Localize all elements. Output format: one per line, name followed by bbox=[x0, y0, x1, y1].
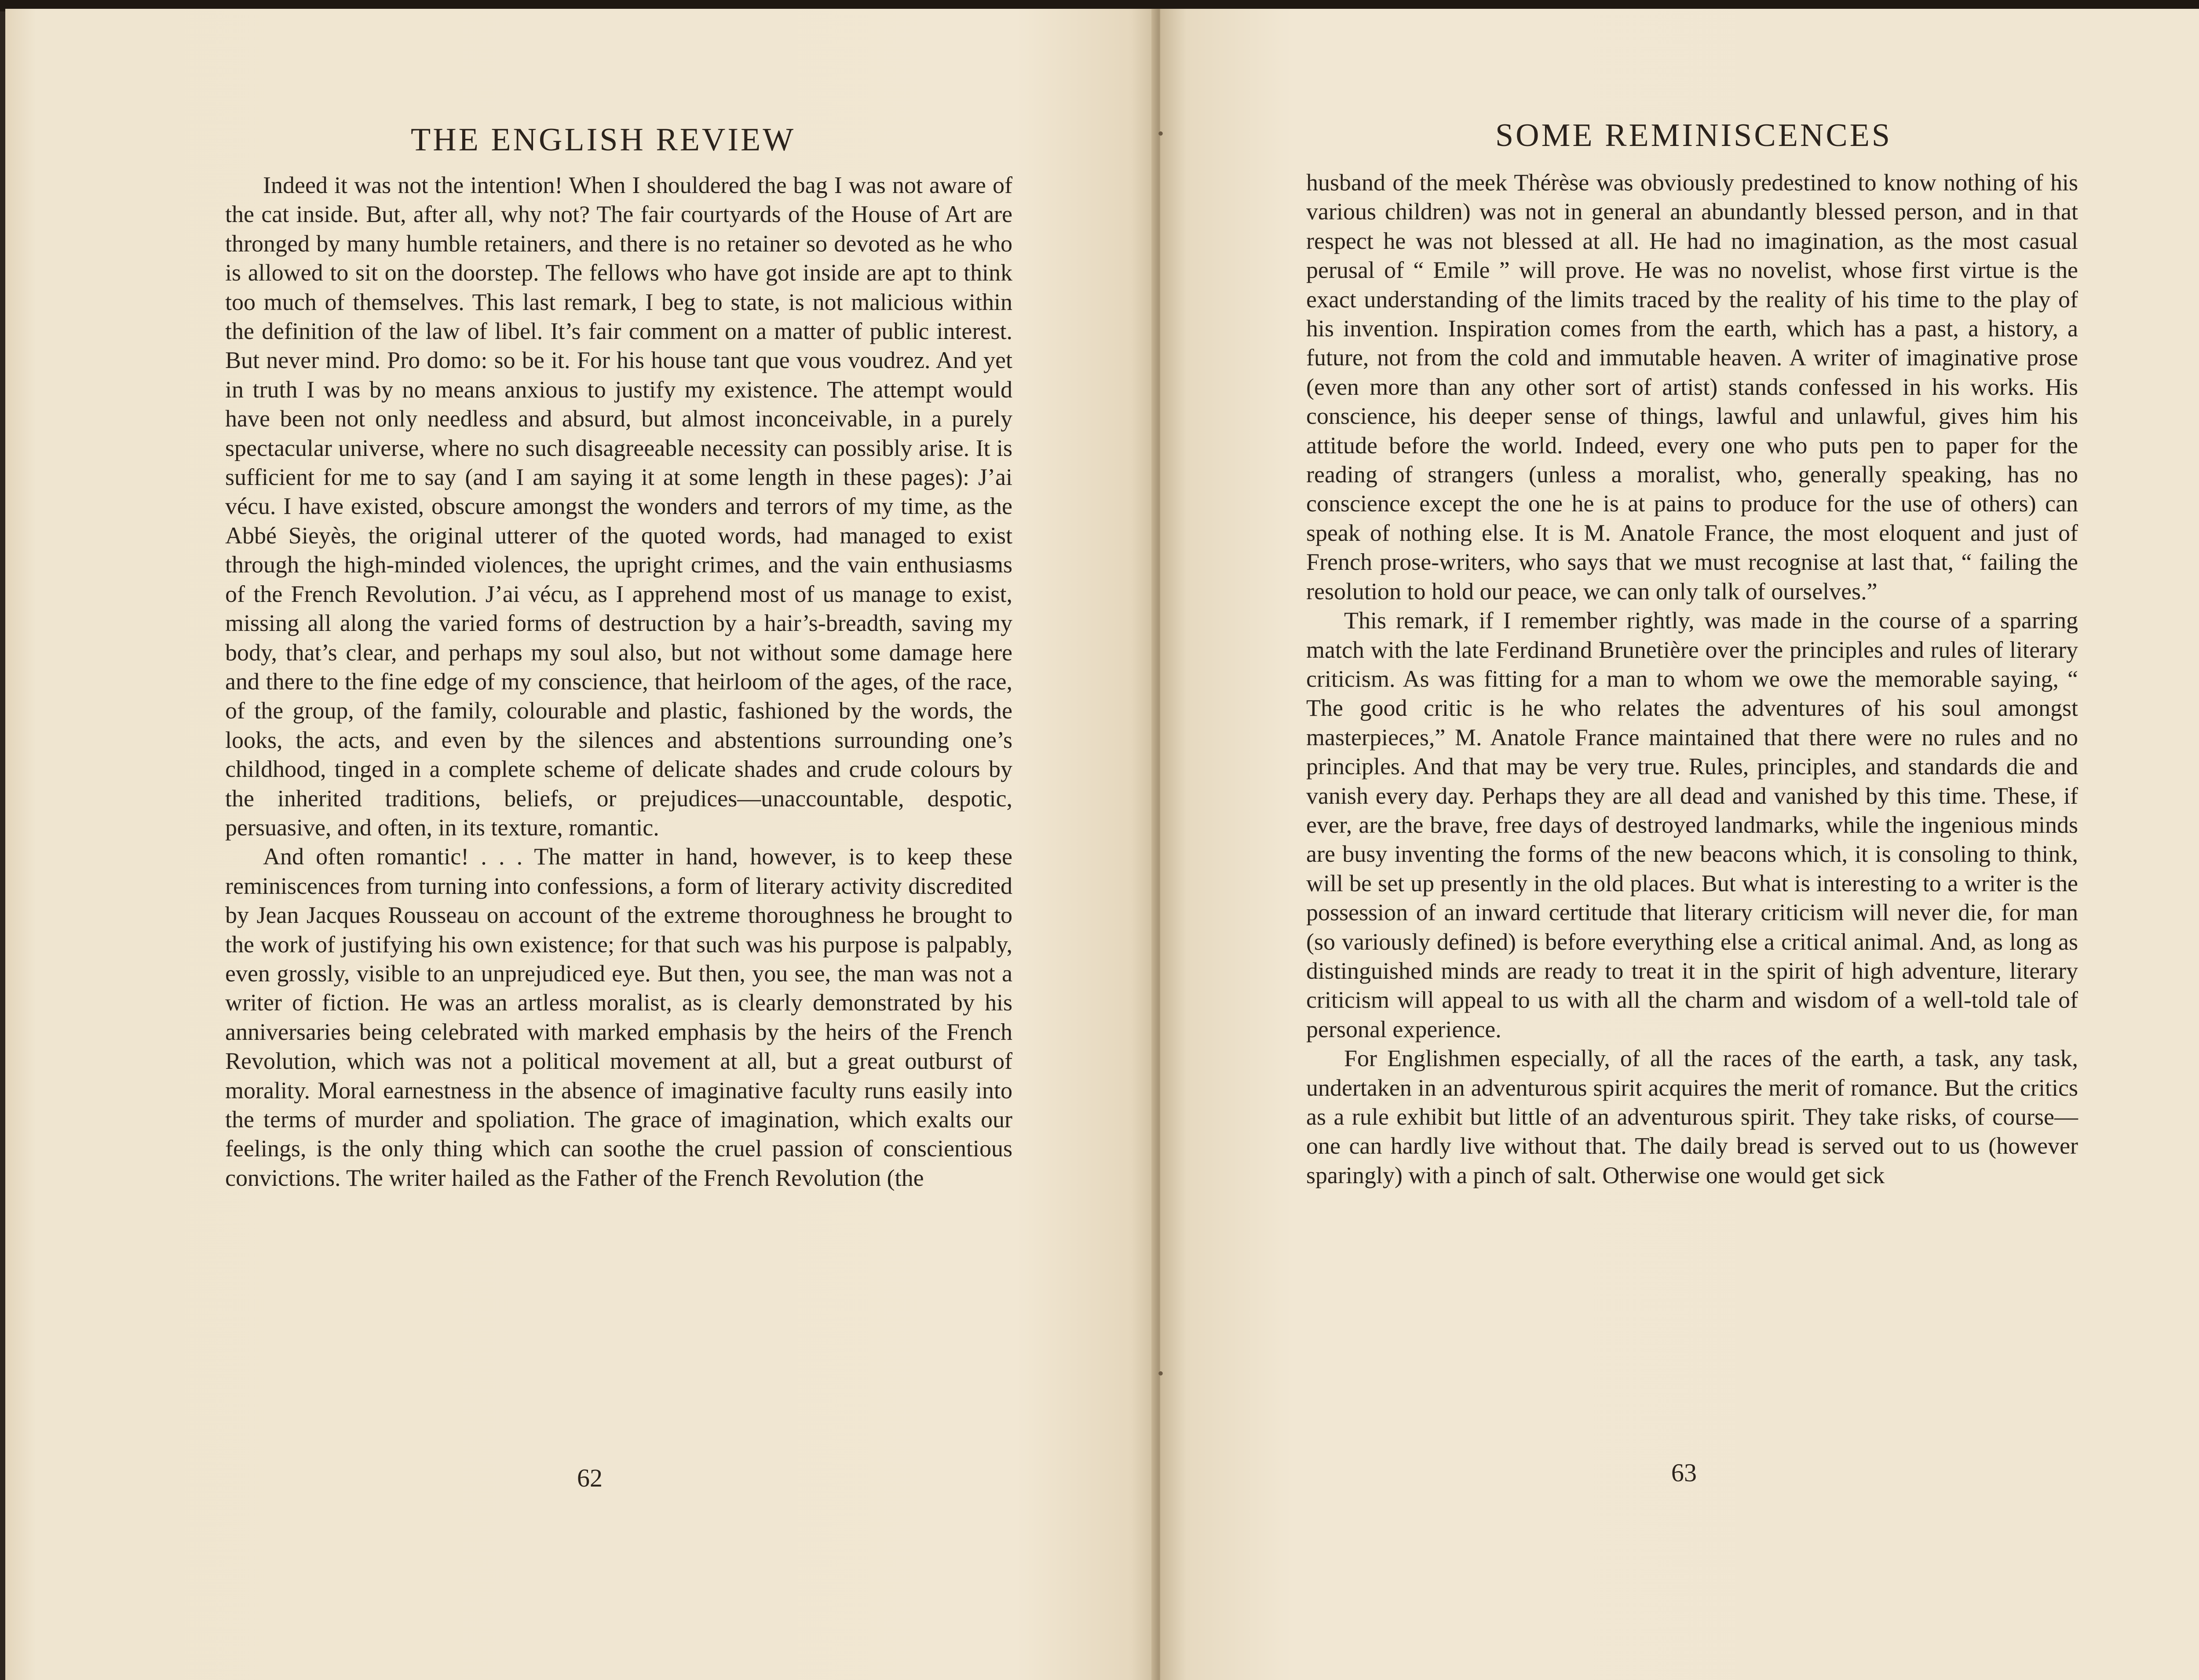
right-page bbox=[1160, 9, 2199, 1680]
paragraph: husband of the meek Thérèse was obviously predestined to know nothing of his various children) was not in general an abundantly blessed person, and in that respect he was not blessed at all. He had no imagination, as the most casual perusal of “ Emile ” will prove. He was no novelist, whose first virtue is the exact understanding of the limits traced by the reality of his time to the play of his invention. Inspiration comes from the earth, which has a past, a history, a future, not from the cold and immutable heaven. A writer of imaginative prose (even more than any other sort of artist) stands confessed in his works. His conscience, his deeper sense of things, lawful and unlawful, gives him his attitude before the world. Indeed, every one who puts pen to paper for the reading of strangers (unless a moralist, who, generally speaking, has no conscience except the one he is at pains to produce for the use of others) can speak of nothing else. It is M. Anatole France, the most eloquent and just of French prose-writers, who says that we must recognise at last that, “ failing the resolution to hold our peace, we can only talk of ourselves.” bbox=[1306, 169, 2078, 605]
paragraph: And often romantic! . . . The matter in hand, however, is to keep these reminiscences from turning into confessions, a form of literary activity discredited by Jean Jacques Rousseau on account of the extreme thoroughness he brought to the work of justifying his own existence; for that such was his purpose is palpably, even grossly, visible to an unprejudiced eye. But then, you see, the man was not a writer of fiction. He was an artless moralist, as is clearly demonstrated by his anniversaries being celebrated with marked emphasis by the heirs of the French Revolution, which was not a political movement at all, but a great outburst of morality. Moral earnestness in the absence of imaginative faculty runs easily into the terms of murder and spoliation. The grace of imagination, which exalts our feelings, is the only thing which can soothe the cruel passion of conscientious convictions. The writer hailed as the Father of the French Revolution (the bbox=[225, 843, 1012, 1191]
binding-thread-mark: • bbox=[1158, 1363, 1164, 1383]
paragraph: For Englishmen especially, of all the races of the earth, a task, any task, undertaken in an adventurous spirit acquires the merit of romance. But the critics as a rule exhibit but little of an adventurous spirit. They take risks, of course—one can hardly live without that. The daily bread is served out to us (however sparingly) with a pinch of salt. Otherwise one would get sick bbox=[1306, 1045, 2078, 1188]
paragraph: This remark, if I remember rightly, was made in the course of a sparring match with the late Ferdinand Brunetière over the principles and rules of literary criticism. As was fitting for a man to whom we owe the memorable saying, “ The good critic is he who relates the adventures of his soul amongst masterpieces,” M. Anatole France maintained that there were no rules and no principles. And that may be very true. Rules, principles, and standards die and vanish every day. Perhaps they are all dead and vanished by this time. These, if ever, are the brave, free days of destroyed landmarks, while the ingenious minds are busy inventing the forms of the new beacons which, it is consoling to think, will be set up presently in the old places. But what is interesting to a writer is the possession of an inward certitude that literary criticism will never die, for man (so variously defined) is before everything else a critical animal. And, as long as distinguished minds are ready to treat it in the spirit of high adventure, literary criticism will appeal to us with all the charm and wisdom of a well-told tale of personal experience. bbox=[1306, 607, 2078, 1042]
body-text bbox=[1306, 168, 2078, 1190]
left-page bbox=[5, 9, 1158, 1680]
page-number: 63 bbox=[1671, 1458, 1697, 1487]
running-head: SOME REMINISCENCES bbox=[1495, 117, 1892, 153]
paragraph: Indeed it was not the intention! When I shouldered the bag I was not aware of the cat inside. But, after all, why not? The fair courtyards of the House of Art are thronged by many humble retainers, and there is no retainer so devoted as he who is allowed to sit on the doorstep. The fellows who have got inside are apt to think too much of themselves. This last remark, I beg to state, is not malicious within the definition of the law of libel. It’s fair comment on a matter of public interest. But never mind. Pro domo: so be it. For his house tant que vous voudrez. And yet in truth I was by no means anxious to justify my existence. The attempt would have been not only needless and absurd, but almost inconceivable, in a purely spectacular universe, where no such disagreeable necessity can possibly arise. It is sufficient for me to say (and I am saying it at some length in these pages): J’ai vécu. I have existed, obscure amongst the wonders and terrors of my time, as the Abbé Sieyès, the original utterer of the quoted words, had managed to exist through the high-minded violences, the upright crimes, and the vain enthusiasms of the French Revolution. J’ai vécu, as I apprehend most of us manage to exist, missing all along the varied forms of destruction by a hair’s-breadth, saving my body, that’s clear, and perhaps my soul also, but not without some damage here and there to the fine edge of my conscience, that heirloom of the ages, of the race, of the group, of the family, colourable and plastic, fashioned by the words, the looks, the acts, and even by the silences and abstentions surrounding one’s childhood, tinged in a complete scheme of delicate shades and crude colours by the inherited traditions, beliefs, or prejudices—unaccountable, despotic, persuasive, and often, in its texture, romantic. bbox=[225, 172, 1012, 841]
body-text bbox=[225, 171, 1012, 1192]
binding-thread-mark: • bbox=[1158, 124, 1164, 143]
running-head: THE ENGLISH REVIEW bbox=[411, 122, 796, 158]
page-number: 62 bbox=[577, 1464, 603, 1492]
